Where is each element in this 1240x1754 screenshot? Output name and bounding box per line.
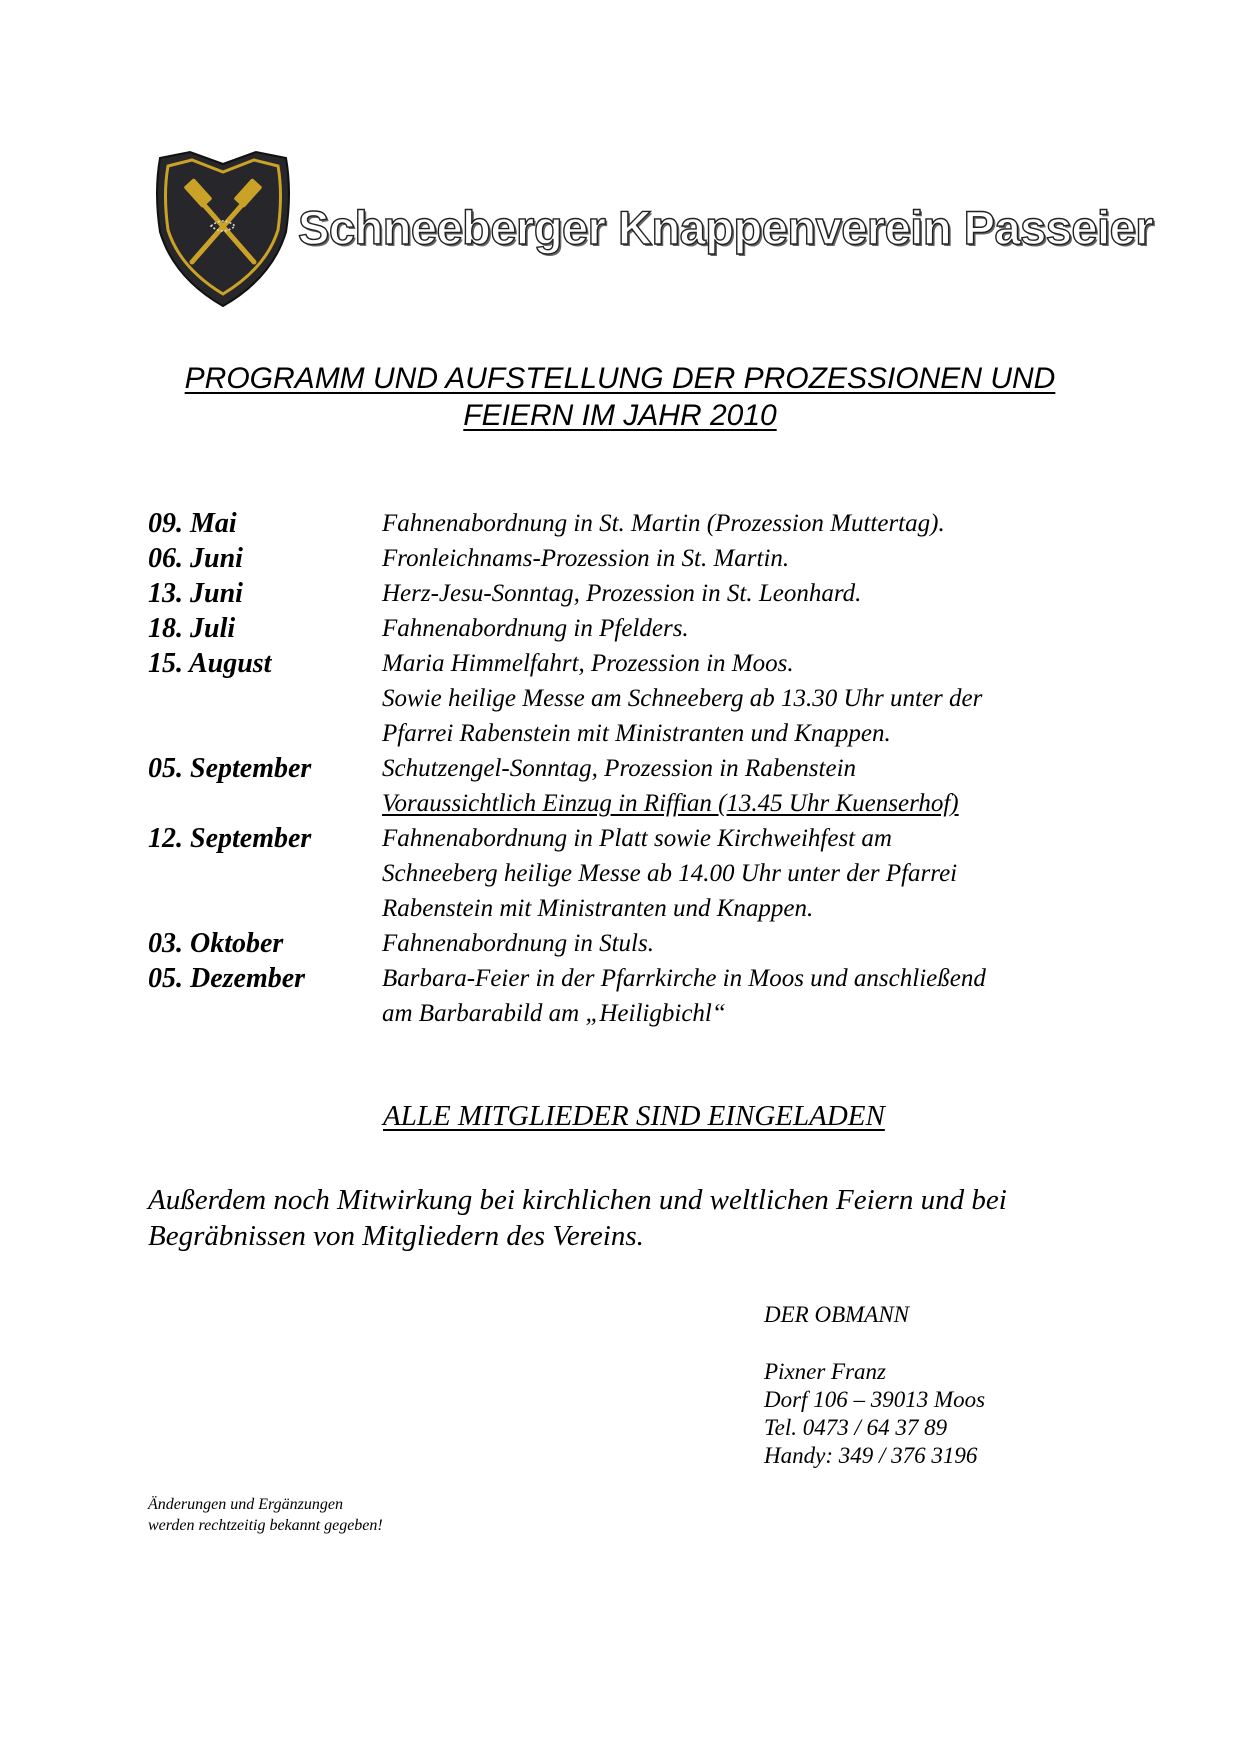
event-row [148,611,1108,646]
event-date: 12. September [148,823,312,854]
event-row [148,961,1108,1031]
event-date: 03. Oktober [148,928,284,959]
event-row [148,506,1108,541]
title-line-2: FEIERN IM JAHR 2010 [463,399,777,432]
event-description: Fahnenabordnung in Stuls. [382,930,654,957]
event-date: 13. Juni [148,578,243,609]
event-description: Fahnenabordnung in Platt sowie Kirchweihfest am [382,825,892,852]
event-date: 05. Dezember [148,963,306,994]
signature-block [764,1300,985,1470]
event-row [148,751,1108,821]
event-row [148,926,1108,961]
signature-address: Dorf 106 – 39013 Moos [764,1387,986,1412]
club-emblem-icon [148,150,298,310]
event-description: am Barbarabild am „Heiligbichl“ [382,1000,726,1027]
signature-phone: Tel. 0473 / 64 37 89 [764,1415,948,1440]
invitation-text: ALLE MITGLIEDER SIND EINGELADEN [383,1100,885,1132]
club-name: Schneeberger Knappenverein Passeier [298,201,1154,254]
event-description: Pfarrei Rabenstein mit Ministranten und Knappen. [382,720,891,747]
event-description: Rabenstein mit Ministranten und Knappen. [382,895,814,922]
event-date: 09. Mai [148,508,237,539]
event-row [148,541,1108,576]
event-description: Sowie heilige Messe am Schneeberg ab 13.30 Uhr unter der [382,685,983,712]
event-date: 18. Juli [148,613,236,644]
event-description: Maria Himmelfahrt, Prozession in Moos. [382,650,794,677]
event-description-underlined: Voraussichtlich Einzug in Riffian (13.45 Uhr Kuenserhof) [382,790,959,817]
signature-mobile: Handy: 349 / 376 3196 [764,1443,978,1468]
event-schedule [148,506,1108,1031]
event-date: 06. Juni [148,543,243,574]
signature-name: Pixner Franz [764,1359,887,1384]
event-description: Schneeberg heilige Messe ab 14.00 Uhr unter der Pfarrei [382,860,958,887]
signature-role: DER OBMANN [764,1302,910,1327]
event-description: Barbara-Feier in der Pfarrkirche in Moos und anschließend [382,965,986,992]
document-title [140,360,1100,434]
title-line-1: PROGRAMM UND AUFSTELLUNG DER PROZESSIONEN UND [184,362,1056,395]
event-description: Schutzengel-Sonntag, Prozession in Rabenstein [382,755,857,782]
event-description: Fronleichnams-Prozession in St. Martin. [382,545,790,572]
footnote-line-1: Änderungen und Ergänzungen [148,1496,343,1513]
additional-note: Außerdem noch Mitwirkung bei kirchlichen und weltlichen Feiern und bei Begräbnissen von Mitgliedern des Vereins. [148,1184,1007,1252]
event-row [148,576,1108,611]
event-row [148,646,1108,751]
footnote-line-2: werden rechtzeitig bekannt gegeben! [148,1517,383,1534]
event-date: 05. September [148,753,312,784]
event-date: 15. August [148,648,272,679]
footnote [148,1494,383,1536]
event-description: Fahnenabordnung in St. Martin (Prozession Muttertag). [382,510,945,537]
event-description: Herz-Jesu-Sonntag, Prozession in St. Leonhard. [382,580,862,607]
event-row [148,821,1108,926]
event-description: Fahnenabordnung in Pfelders. [382,615,689,642]
